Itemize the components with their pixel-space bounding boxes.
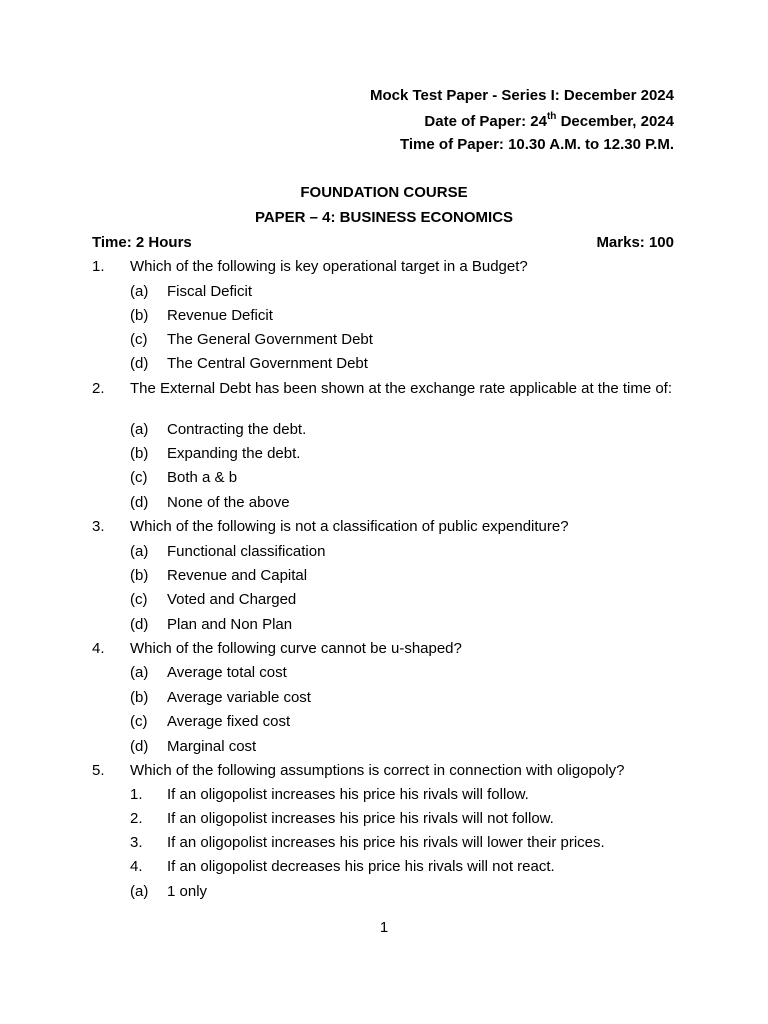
option-label: (c) — [130, 591, 148, 608]
question-text: Which of the following is key operational target in a Budget? — [130, 258, 528, 275]
statement-text: If an oligopolist increases his price his rivals will not follow. — [167, 810, 554, 827]
option-label: (a) — [130, 421, 149, 438]
question-text: Which of the following is not a classification of public expenditure? — [130, 518, 569, 535]
statement-label: 2. — [130, 810, 143, 827]
time-of-paper-line: Time of Paper: 10.30 A.M. to 12.30 P.M. — [400, 136, 674, 153]
option-label: (d) — [130, 738, 149, 755]
statement-text: If an oligopolist increases his price his rivals will follow. — [167, 786, 529, 803]
question-text: Which of the following curve cannot be u-shaped? — [130, 640, 462, 657]
option-text: The General Government Debt — [167, 331, 373, 348]
option-label: (b) — [130, 567, 149, 584]
option-text: Revenue Deficit — [167, 307, 273, 324]
statement-label: 3. — [130, 834, 143, 851]
option-text: Plan and Non Plan — [167, 616, 293, 633]
statement-label: 1. — [130, 786, 143, 803]
option-text: Both a & b — [167, 469, 238, 486]
option-text: Functional classification — [167, 543, 326, 560]
date-prefix: Date of Paper: 24 — [424, 113, 547, 130]
question-number: 3. — [92, 518, 105, 535]
option-text: Average total cost — [167, 664, 287, 681]
option-label: (d) — [130, 616, 149, 633]
question-text: The External Debt has been shown at the exchange rate applicable at the time of: — [130, 380, 673, 397]
option-text: Voted and Charged — [167, 591, 297, 608]
question-number: 5. — [92, 762, 105, 779]
date-superscript: th — [546, 111, 557, 122]
date-line — [424, 112, 674, 130]
option-label: (a) — [130, 664, 149, 681]
option-label: (a) — [130, 543, 149, 560]
option-text: Contracting the debt. — [167, 421, 307, 438]
paper-title: PAPER – 4: BUSINESS ECONOMICS — [254, 209, 514, 226]
option-label: (c) — [130, 469, 148, 486]
question-number: 4. — [92, 640, 105, 657]
option-label: (b) — [130, 307, 149, 324]
question-number: 1. — [92, 258, 105, 275]
question-text: Which of the following assumptions is correct in connection with oligopoly? — [130, 762, 625, 779]
option-text: Revenue and Capital — [167, 567, 308, 584]
time-label: Time: 2 Hours — [92, 234, 192, 251]
option-label: (d) — [130, 355, 149, 372]
statement-text: If an oligopolist increases his price his rivals will lower their prices. — [167, 834, 605, 851]
option-text: Marginal cost — [167, 738, 257, 755]
option-text: 1 only — [167, 883, 208, 900]
option-label: (b) — [130, 689, 149, 706]
option-text: Average fixed cost — [167, 713, 291, 730]
marks-label: Marks: 100 — [596, 234, 674, 251]
option-label: (d) — [130, 494, 149, 511]
option-text: The Central Government Debt — [167, 355, 368, 372]
option-text: Average variable cost — [167, 689, 311, 706]
course-title: FOUNDATION COURSE — [300, 184, 468, 201]
option-text: Fiscal Deficit — [167, 283, 253, 300]
question-number: 2. — [92, 380, 105, 397]
option-label: (b) — [130, 445, 149, 462]
option-text: Expanding the debt. — [167, 445, 301, 462]
statement-label: 4. — [130, 858, 143, 875]
series-line: Mock Test Paper - Series I: December 2024 — [369, 87, 674, 104]
option-label: (a) — [130, 283, 149, 300]
option-label: (c) — [130, 331, 148, 348]
date-suffix: December, 2024 — [556, 113, 674, 130]
page-number: 1 — [379, 919, 389, 936]
statement-text: If an oligopolist decreases his price his rivals will not react. — [167, 858, 555, 875]
option-label: (c) — [130, 713, 148, 730]
option-label: (a) — [130, 883, 149, 900]
option-text: None of the above — [167, 494, 290, 511]
